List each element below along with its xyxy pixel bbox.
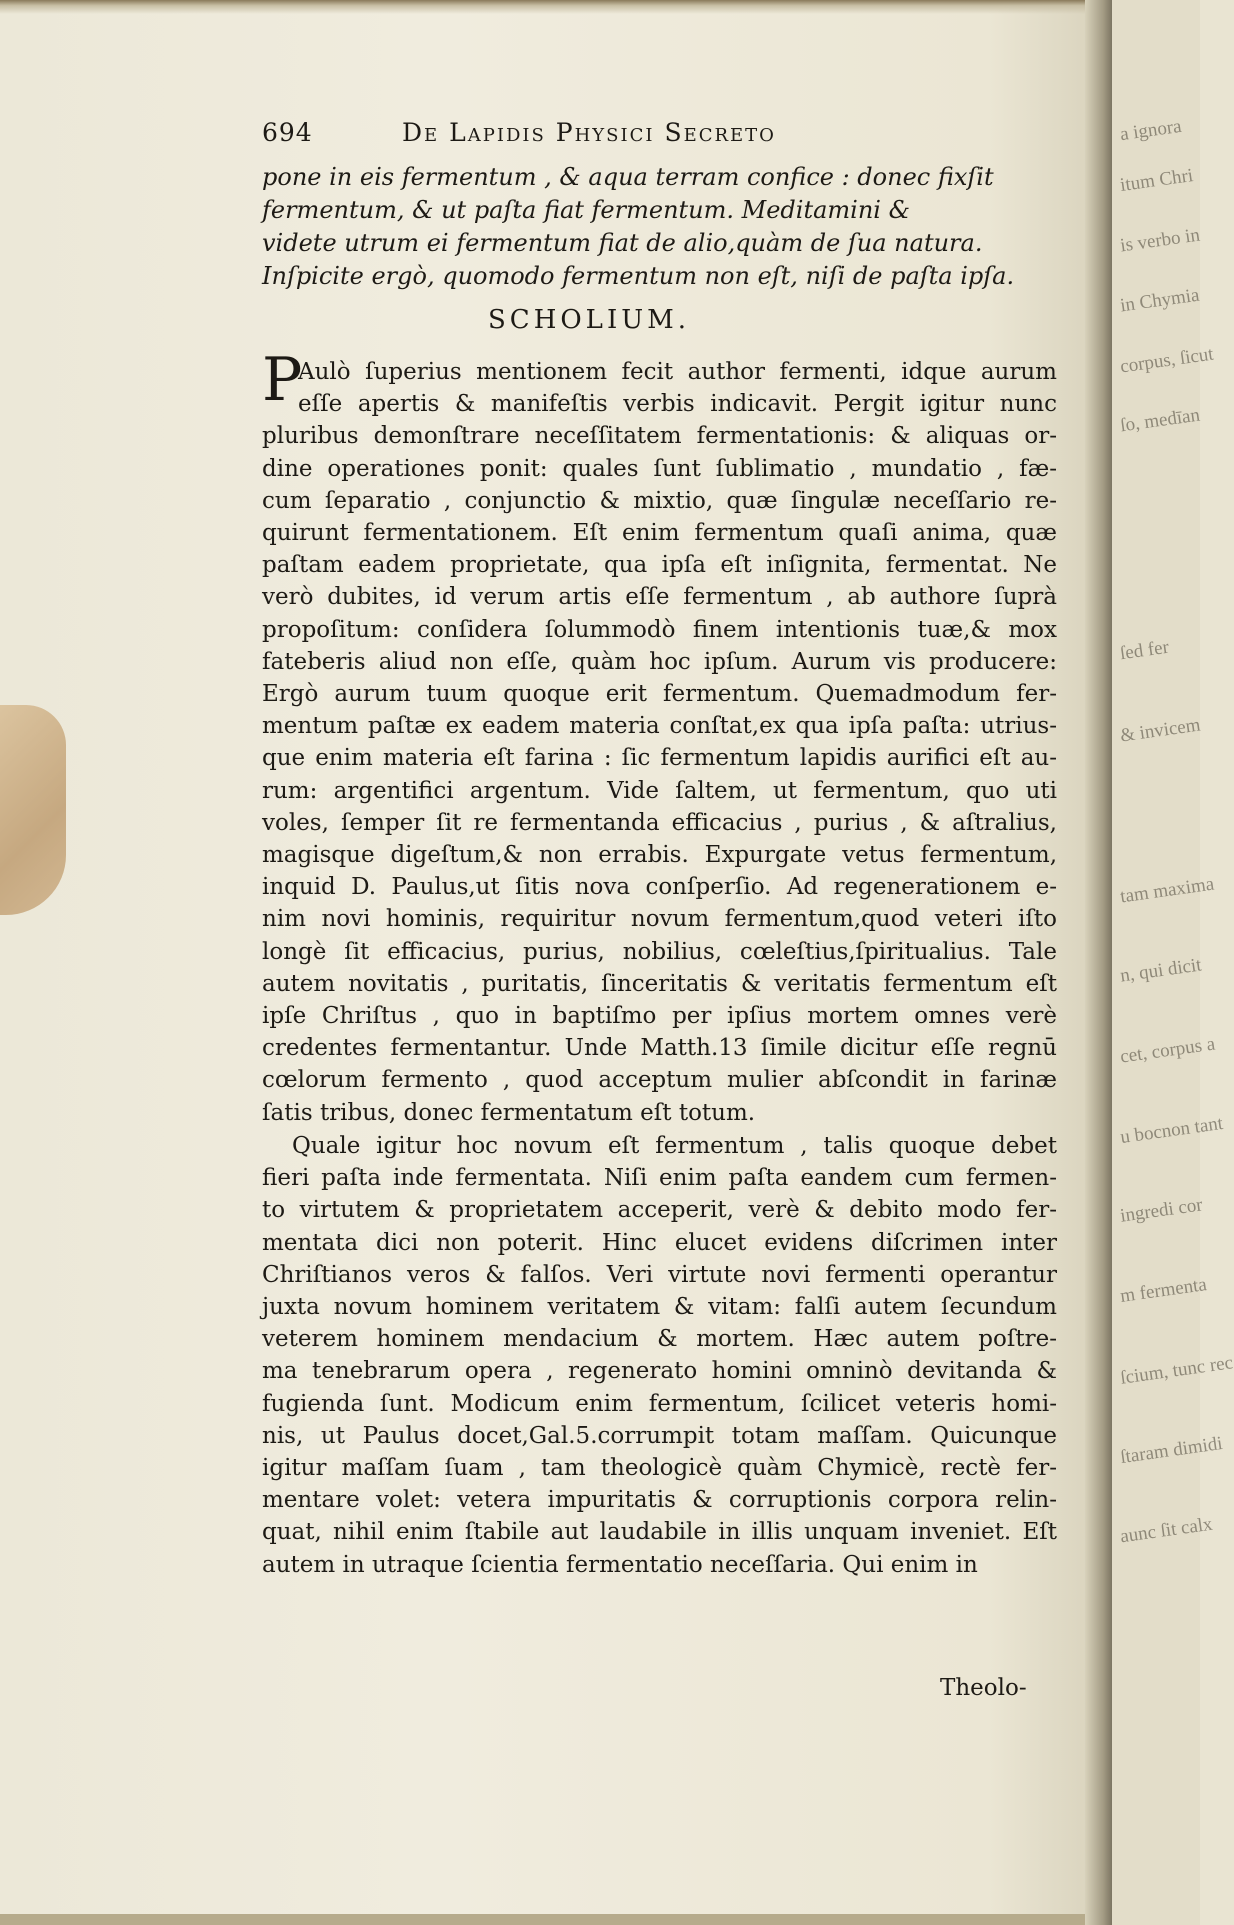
text-line: que enim materia eſt farina : ſic fermentum lapidis aurifici eſt au- [262,745,1057,772]
verse-line: fermentum, & ut paſta ﬁat fermentum. Meditamini & [262,196,910,224]
verse-line: pone in eis fermentum , & aqua terram conﬁce : donec ﬁxſit [262,163,994,191]
text-line: inquid D. Paulus,ut ſitis nova conſperſio. Ad regenerationem e- [262,874,1057,901]
text-line: Ergò aurum tuum quoque erit fermentum. Quemadmodum fer- [262,681,1057,707]
text-line: autem in utraque ſcientia fermentatio neceſſaria. Qui enim in [262,1551,978,1578]
text-line: rum: argentifici argentum. Vide ſaltem, ut fermentum, quo uti [262,777,1057,804]
drop-cap: P [262,345,303,415]
page-bottom-edge [0,1914,1098,1925]
running-title: De Lapidis Physici Secreto [402,118,776,147]
text-line: nis, ut Paulus docet,Gal.5.corrumpit totam maſſam. Quicunque [262,1422,1057,1449]
text-line: pluribus demonſtrare neceſſitatem fermentationis: & aliquas or- [262,423,1057,450]
text-line: credentes fermentantur. Unde Matth.13 ſimile dicitur eſſe regnū [262,1035,1057,1062]
text-line: propoſitum: conſidera ſolummodò finem intentionis tuæ,& mox [262,616,1057,643]
text-line: Chriſtianos veros & falſos. Veri virtute novi fermenti operantur [262,1261,1057,1288]
text-line: longè ſit efficacius, purius, nobilius, cœleſtius,ſpiritualius. Tale [262,938,1057,965]
text-line: quat, nihil enim ſtabile aut laudabile in illis unquam inveniet. Eſt [262,1519,1057,1546]
text-line: quirunt fermentationem. Eſt enim fermentum quaſi anima, quæ [262,520,1057,546]
page-number: 694 [262,118,313,147]
verse-line: videte utrum ei fermentum ﬁat de alio,quàm de ſua natura. [262,229,983,257]
text-line: mentare volet: vetera impuritatis & corruptionis corpora relin- [262,1487,1057,1514]
text-line: nim novi hominis, requiritur novum fermentum,quod veteri iſto [262,906,1057,933]
text-line: fieri paſta inde fermentata. Niſi enim paſta eandem cum fermen- [262,1165,1057,1192]
text-line: juxta novum hominem veritatem & vitam: falſi autem ſecundum [262,1294,1057,1320]
text-line: ſatis tribus, donec fermentatum eſt totum. [262,1099,756,1126]
text-line: fateberis aliud non eſſe, quàm hoc ipſum. Aurum vis producere: [262,648,1057,675]
text-line: mentata dici non poterit. Hinc elucet evidens diſcrimen inter [262,1229,1057,1256]
book-gutter [1085,0,1115,1925]
text-line: magisque digeſtum,& non errabis. Expurgate vetus fermentum, [262,842,1057,868]
paper-stain [0,705,66,915]
catchword: Theolo- [940,1675,1027,1701]
text-line: Quale igitur hoc novum eſt fermentum , talis quoque debet [292,1133,1057,1159]
running-header [262,118,1062,154]
facing-page-edge: a ignora itum Chri is verbo in in Chymia corpus, ſicut ſo, medīan ſed fer & invicem tam maxima n, qui dicit cet, corpus a u bocnon tant ingredi cor m fermenta ſcium, tunc rec ſtaram dimidi aunc ſit calx [1112,0,1200,1925]
text-line: cœlorum fermento , quod acceptum mulier abſcondit in farinæ [262,1067,1057,1094]
page-top-edge [0,0,1098,14]
text-line: autem novitatis , puritatis, ſinceritatis & veritatis fermentum eſt [262,970,1057,997]
text-line: igitur maſſam ſuam , tam theologicè quàm Chymicè, rectè fer- [262,1455,1057,1481]
text-line: to virtutem & proprietatem acceperit, verè & debito modo fer- [262,1197,1057,1224]
text-line: fugienda ſunt. Modicum enim fermentum, ſcilicet veteris homi- [262,1390,1057,1417]
text-line: eſſe apertis & manifeſtis verbis indicavit. Pergit igitur nunc [298,391,1057,418]
section-heading: SCHOLIUM. [487,305,691,335]
text-line: cum ſeparatio , conjunctio & mixtio, quæ ſingulæ neceſſario re- [262,487,1057,514]
text-line: paſtam eadem proprietate, qua ipſa eſt inſignita, fermentat. Ne [262,552,1057,579]
text-line: Aulò ſuperius mentionem fecit author fermenti, idque aurum [298,359,1057,385]
text-line: mentum paſtæ ex eadem materia conſtat,ex qua ipſa paſta: utrius- [262,713,1057,740]
text-line: veterem hominem mendacium & mortem. Hæc autem poſtre- [262,1326,1057,1353]
text-line: voles, ſemper ſit re fermentanda efficacius , purius , & aſtralius, [262,809,1057,836]
text-line: ma tenebrarum opera , regenerato homini omninò devitanda & [262,1358,1057,1385]
verse-line: Inſpicite ergò, quomodo fermentum non eſt, niſi de paſta ipſa. [262,262,1015,290]
text-line: ipſe Chriſtus , quo in baptiſmo per ipſius mortem omnes verè [262,1003,1057,1029]
text-line: verò dubites, id verum artis eſſe fermentum , ab authore ſuprà [262,584,1057,611]
text-line: dine operationes ponit: quales ſunt ſublimatio , mundatio , fæ- [262,455,1057,482]
